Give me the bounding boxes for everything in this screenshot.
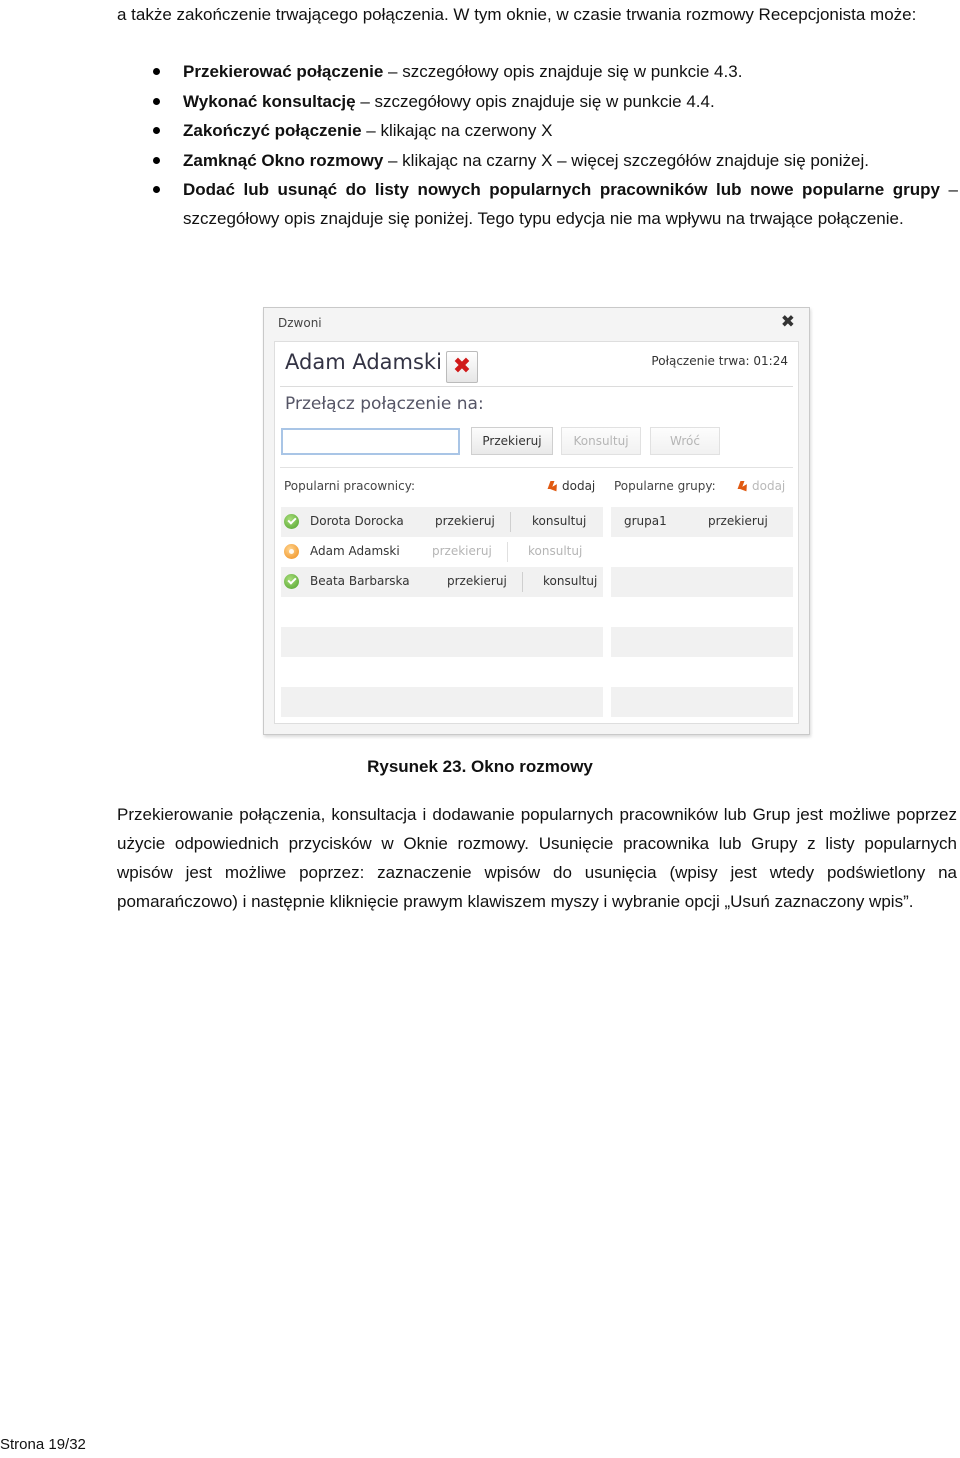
popular-employees-list: [281, 507, 603, 717]
employee-row[interactable]: [281, 537, 603, 567]
back-button[interactable]: Wróć: [650, 427, 720, 455]
add-arrow-icon: [737, 481, 748, 492]
list-item-bold: Wykonać konsultację: [183, 91, 356, 111]
hangup-button[interactable]: [446, 351, 478, 383]
figure-caption: Rysunek 23. Okno rozmowy: [367, 757, 593, 776]
consult-link[interactable]: konsultuj: [532, 514, 587, 528]
transfer-button[interactable]: Przekieruj: [471, 427, 553, 455]
list-item: [150, 175, 958, 233]
list-item-bold: Dodać lub usunąć do listy nowych popularnych pracowników lub nowe popularne grupy: [183, 180, 940, 199]
list-item-text: – szczegółowy opis znajduje się poniżej. Tego typu edycja nie ma wpływu na trwające połączenie.: [183, 180, 958, 228]
action-list: [150, 57, 958, 233]
divider: [280, 467, 793, 468]
divider: [510, 512, 511, 532]
popular-employees-header: Popularni pracownicy:: [284, 479, 416, 493]
transfer-link[interactable]: przekieruj: [708, 514, 768, 528]
list-item: [150, 87, 958, 117]
empty-row: [281, 687, 603, 717]
call-duration: Połączenie trwa: 01:24: [651, 354, 788, 368]
empty-row: [611, 597, 793, 627]
popular-groups-list: [611, 507, 793, 717]
transfer-link[interactable]: przekieruj: [435, 514, 495, 528]
empty-row: [611, 567, 793, 597]
intro-paragraph: a także zakończenie trwającego połączenia. W tym oknie, w czasie trwania rozmowy Recepcjonista może:: [117, 5, 917, 24]
consult-link[interactable]: konsultuj: [543, 574, 598, 588]
empty-row: [611, 687, 793, 717]
empty-row: [281, 627, 603, 657]
list-item: [150, 116, 958, 146]
red-x-icon: ✖: [452, 354, 472, 379]
list-item-bold: Zamknąć Okno rozmowy: [183, 150, 384, 170]
employee-name: Beata Barbarska: [310, 574, 410, 588]
empty-row: [281, 657, 603, 687]
divider: [507, 542, 508, 562]
empty-row: [611, 627, 793, 657]
divider: [280, 386, 793, 387]
transfer-target-input[interactable]: [281, 428, 460, 455]
busy-status-icon: [284, 544, 299, 559]
page-number: Strona 19/32: [0, 1436, 86, 1453]
group-row[interactable]: [611, 507, 793, 537]
call-panel: [274, 341, 799, 724]
consult-link[interactable]: konsultuj: [528, 544, 583, 558]
body-paragraph: Przekierowanie połączenia, konsultacja i dodawanie popularnych pracowników lub Grup jest możliwe poprzez użycie odpowiednich przycisków w Oknie rozmowy. Usunięcie pracownika lub Grupy z listy popularnych wpisów jest możliwe poprzez: zaznaczenie wpisów do usunięcia (wpisy jest wtedy podświetlony na pomarańczowo) i następnie kliknięcie prawym klawiszem myszy i wybranie opcji „Usuń zaznaczony wpis”.: [117, 805, 957, 911]
add-label: dodaj: [562, 479, 596, 493]
list-item-text: – klikając na czarny X – więcej szczegółów znajduje się poniżej.: [383, 150, 869, 170]
transfer-link[interactable]: przekieruj: [432, 544, 492, 558]
list-item-text: – szczegółowy opis znajduje się w punkcie 4.4.: [355, 91, 715, 111]
group-name: grupa1: [624, 514, 667, 528]
list-item-text: – szczegółowy opis znajduje się w punkcie 4.3.: [383, 62, 743, 81]
popular-groups-header: Popularne grupy:: [614, 479, 716, 493]
add-arrow-icon: [547, 481, 558, 492]
employee-name: Adam Adamski: [310, 544, 400, 558]
list-item-bold: Przekierować połączenie: [183, 62, 384, 81]
add-label: dodaj: [752, 479, 786, 493]
empty-row: [611, 537, 793, 567]
close-icon[interactable]: ✖: [780, 312, 795, 332]
window-title: Dzwoni: [278, 316, 322, 330]
available-status-icon: [284, 514, 299, 529]
list-item: [150, 57, 958, 87]
add-group-link[interactable]: [737, 474, 785, 498]
add-employee-link[interactable]: [547, 474, 595, 498]
caller-name: Adam Adamski: [285, 350, 442, 374]
employee-name: Dorota Dorocka: [310, 514, 404, 528]
transfer-label: Przełącz połączenie na:: [285, 394, 484, 414]
list-item-bold: Zakończyć połączenie: [183, 121, 362, 140]
employee-row[interactable]: [281, 567, 603, 597]
call-window: [263, 307, 810, 735]
list-item-text: – klikając na czerwony X: [361, 121, 553, 140]
available-status-icon: [284, 574, 299, 589]
transfer-link[interactable]: przekieruj: [447, 574, 507, 588]
consult-button[interactable]: Konsultuj: [561, 427, 641, 455]
employee-row[interactable]: [281, 507, 603, 537]
empty-row: [611, 657, 793, 687]
empty-row: [281, 597, 603, 627]
divider: [522, 572, 523, 592]
list-item: [150, 146, 958, 176]
